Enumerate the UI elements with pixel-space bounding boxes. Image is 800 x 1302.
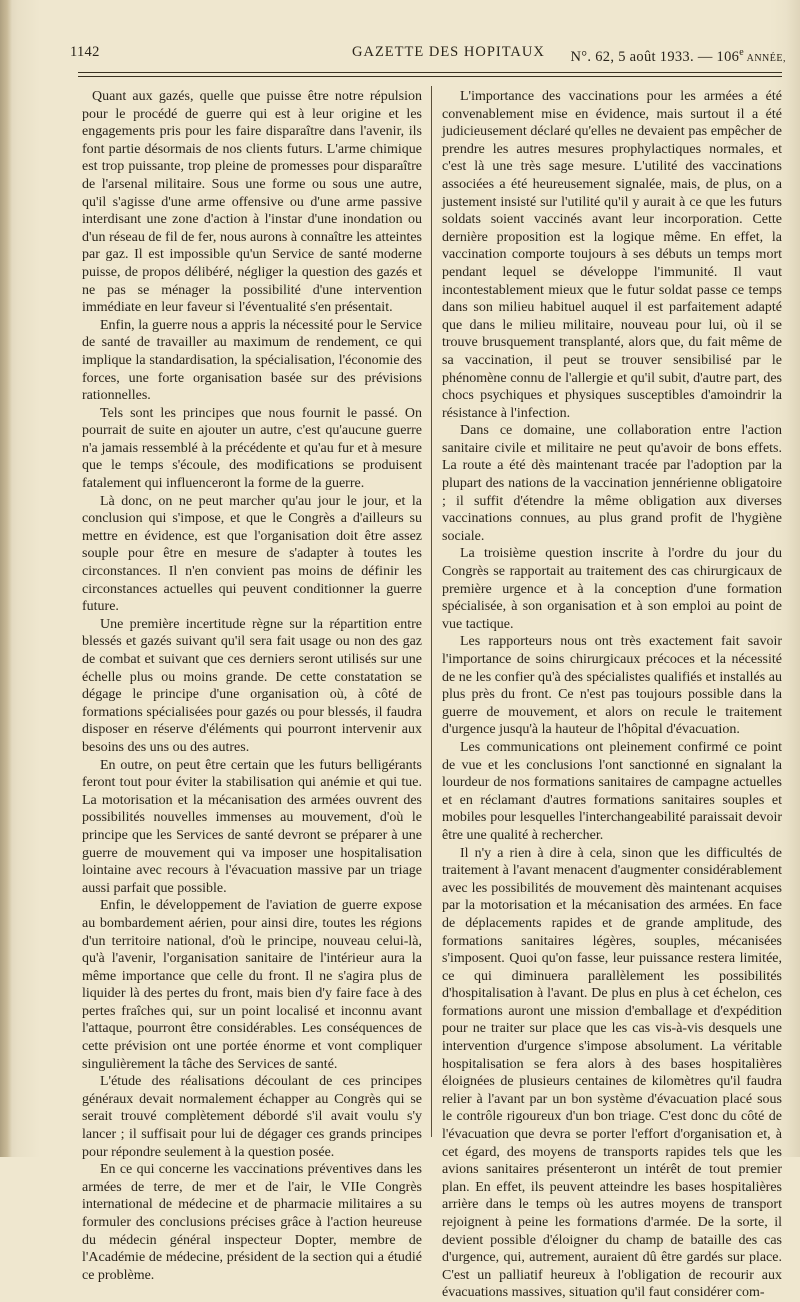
paragraph: Quant aux gazés, quelle que puisse être notre répulsion pour le procédé de guerre qui est à leur origine et les engagements pris pour les faire disparaître dans l'avenir, ils font partie désormais de nos clients futurs. L'arme chimique est trop puissante, trop pleine de promesses pour disparaître de l'arsenal militaire. Sous une forme ou sous une autre, qu'il s'agisse d'une arme offensive ou d'une arme passive interdisant une zone d'action à l'instar d'une inondation ou d'un réseau de fil de fer, nous aurons à connaître les atteintes par gaz. Il est impossible qu'un Service de santé moderne puisse, de propos délibéré, négliger la question des gazés et ne pas se ménager la possibilité d'une intervention immédiate en leur faveur si l'éventualité s'en présentait. xyxy=(82,89,422,316)
paragraph: En outre, on peut être certain que les futurs belligérants feront tout pour éviter la stabilisation qui anémie et qui tue. La motorisation et la mécanisation des armées ouvrent des possibilités nouvelles immenses au mouvement, d'où le principe que les Services de santé devront se préparer à une guerre de mouvement qui va imposer une hospitalisation lointaine avec recours à l'évacuation massive par un triage aussi parfait que possible. xyxy=(82,757,422,896)
paragraph: Là donc, on ne peut marcher qu'au jour le jour, et la conclusion qui s'impose, et que le Congrès a d'ailleurs su mettre en évidence, est que l'organisation doit être assez souple pour être en mesure de s'adapter à toutes les circonstances. Il n'en convient pas moins de définir les circonstances actuelles qui peuvent conditionner la guerre future. xyxy=(82,493,422,615)
issue-info xyxy=(571,44,786,66)
running-head xyxy=(70,44,786,70)
column-divider xyxy=(431,86,432,1137)
page-number: 1142 xyxy=(70,44,100,60)
paragraph: La troisième question inscrite à l'ordre du jour du Congrès se rapportait au traitement des cas chirurgicaux de première urgence et à la conception d'une formation spécialisée, à son organisation et à son emploi au point de vue tactique. xyxy=(442,546,782,632)
paragraph: Les communications ont pleinement confirmé ce point de vue et les conclusions l'ont sanctionné en signalant la lourdeur de nos formations sanitaires de campagne actuelles et en réclamant d'autres formations sanitaires souples et mobiles pour lesquelles l'interchangeabilité paraissait devoir être une qualité à rechercher. xyxy=(442,739,782,843)
issue-date: N°. 62, 5 août 1933. — 106 xyxy=(570,48,740,65)
issue-superscript: e xyxy=(739,47,745,58)
left-column xyxy=(82,88,422,1284)
paragraph: L'importance des vaccinations pour les armées a été convenablement mise en évidence, mais surtout il a été judicieusement déclaré qu'elles ne devaient pas empêcher de prendre les autres mesures prophylactiques normales, et c'est là une très sage mesure. L'utilité des vaccinations associées a été heureusement signalée, mais, de plus, on a justement insisté sur l'utilité qu'il y aurait à ce que les futurs soldats soient vaccinés avant leur incorporation. Cette dernière proposition est la logique même. En effet, la vaccination comporte toujours à ses débuts un temps mort pendant lequel se développe l'immunité. Il vaut incontestablement mieux que le futur soldat passe ce temps dans son milieu habituel auquel il est parfaitement adapté que dans le milieu militaire, nouveau pour lui, où il se trouve brusquement transplanté, alors que, du fait même de sa vaccination, il peut se trouver sensibilisé par le phénomène connu de l'allergie et qu'il subit, d'autre part, des chocs psychiques et physiques susceptibles d'amoindrir la résistance à l'infection. xyxy=(442,89,782,421)
paragraph: Dans ce domaine, une collaboration entre l'action sanitaire civile et militaire ne peut qu'avoir de bons effets. La route a été dès maintenant tracée par l'adoption par la plupart des nations de la vaccination jennérienne obligatoire ; il suffit d'étendre la même obligation aux diverses vaccinations connues, au plus grand profit de l'hygiène sociale. xyxy=(442,423,782,544)
paragraph: En ce qui concerne les vaccinations préventives dans les armées de terre, de mer et de l'air, le VIIe Congrès international de médecine et de pharmacie militaires a su formuler des conclusions précises grâce à l'action heureuse du médecin général inspecteur Dopter, membre de l'Académie de médecine, président de la section qui a étudié ce problème. xyxy=(82,1162,422,1283)
right-column xyxy=(442,88,782,1302)
paragraph: Les rapporteurs nous ont très exactement fait savoir l'importance de soins chirurgicaux précoces et la nécessité de ne les confier qu'à des spécialistes qualifiés et installés au plus près du front. Ce n'est pas toujours possible dans la guerre de mouvement, et alors on recule le traitement d'urgence jusqu'à la hauteur de l'hôpital d'évacuation. xyxy=(442,634,782,738)
paragraph: Enfin, le développement de l'aviation de guerre expose au bombardement aérien, pour ainsi dire, toutes les régions d'un territoire national, d'où le principe, nouveau celui-là, qu'à l'avenir, l'organisation sanitaire de l'intérieur aura la même importance que celle du front. Il ne s'agira plus de liquider là des pertes du front, mais bien d'y faire face à des pertes fraîches qui, sur un point localisé et inconnu avant l'attaque, pourront être considérables. Les conséquences de cette prévision ont une portée énorme et vont compliquer singulièrement la tâche des Services de santé. xyxy=(82,898,422,1072)
header-rule-thin xyxy=(78,76,782,77)
paragraph: Une première incertitude règne sur la répartition entre blessés et gazés suivant qu'il sera fait usage ou non des gaz de combat et suivant que ces derniers seront utilisés sur une échelle plus ou moins grande. De cette constatation se dégage le principe d'une organisation où, à côté de formations spécialisées pour gazés ou pour blessés, il faudra disposer en réserve d'éléments qui pourront intervenir aux besoins des uns ou des autres. xyxy=(82,616,422,755)
paragraph: Tels sont les principes que nous fournit le passé. On pourrait de suite en ajouter un autre, c'est qu'aucune guerre n'a jamais ressemblé à la précédente et qu'au fur et à mesure que le temps s'écoule, des modifications se produisent fatalement qui influenceront la forme de la guerre. xyxy=(82,405,422,492)
paragraph: Enfin, la guerre nous a appris la nécessité pour le Service de santé de travailler au maximum de rendement, ce qui implique la standardisation, la spécialisation, l'économie des forces, une forte organisation basée sur des prévisions rationnelles. xyxy=(82,317,422,404)
header-rule xyxy=(78,72,782,73)
paragraph: L'étude des réalisations découlant de ces principes généraux devait normalement échapper au Congrès qui se serait trouvé complètement débordé s'il avait voulu s'y lancer ; il suffisait pour lui de dégager ces grands principes pour répondre seulement à la question posée. xyxy=(82,1074,422,1160)
binding-edge xyxy=(0,0,12,1157)
journal-title: GAZETTE DES HOPITAUX xyxy=(352,44,545,60)
issue-suffix: ANNÉE, xyxy=(744,52,786,64)
paragraph: Il n'y a rien à dire à cela, sinon que les difficultés de traitement à l'avant menacent d'augmenter considérablement avec les possibilités de mouvement dès maintenant acquises par la motorisation et la mécanisation des armées. En face de déplacements rapides et de grande amplitude, des formations sanitaires légères, souples, mécanisées s'imposent. Quoi qu'on fasse, leur puissance restera limitée, ce qui diminuera parallèlement les possibilités d'hospitalisation à l'avant. De plus en plus à cet échelon, ces formations auront une mission d'emballage et d'expédition pour ne traiter sur place que les cas vis-à-vis desquels une intervention d'urgence s'impose absolument. La véritable hospitalisation se fera alors à des bases hospitalières éloignées de plusieurs centaines de kilomètres qu'il faudra relier à l'avant par un bon système d'évacuation placé sous le contrôle rigoureux d'un bon triage. C'est donc du côté de l'évacuation que devra se porter l'effort d'organisation et, à cet égard, des moyens de transports rapides tels que les avions sanitaires présenteront un intérêt de tout premier plan. En effet, ils peuvent atteindre les bases hospitalières arrière dans le temps où les autres moyens de transport rejoignent à peine les formations d'armée. De la sorte, il devient possible d'éloigner du champ de bataille des cas d'urgence, qui, autrement, auraient dû être gardés sur place. C'est un palliatif heureux à l'obligation de recourir aux évacuations massives, situation qu'il faut considérer com- xyxy=(442,845,782,1301)
